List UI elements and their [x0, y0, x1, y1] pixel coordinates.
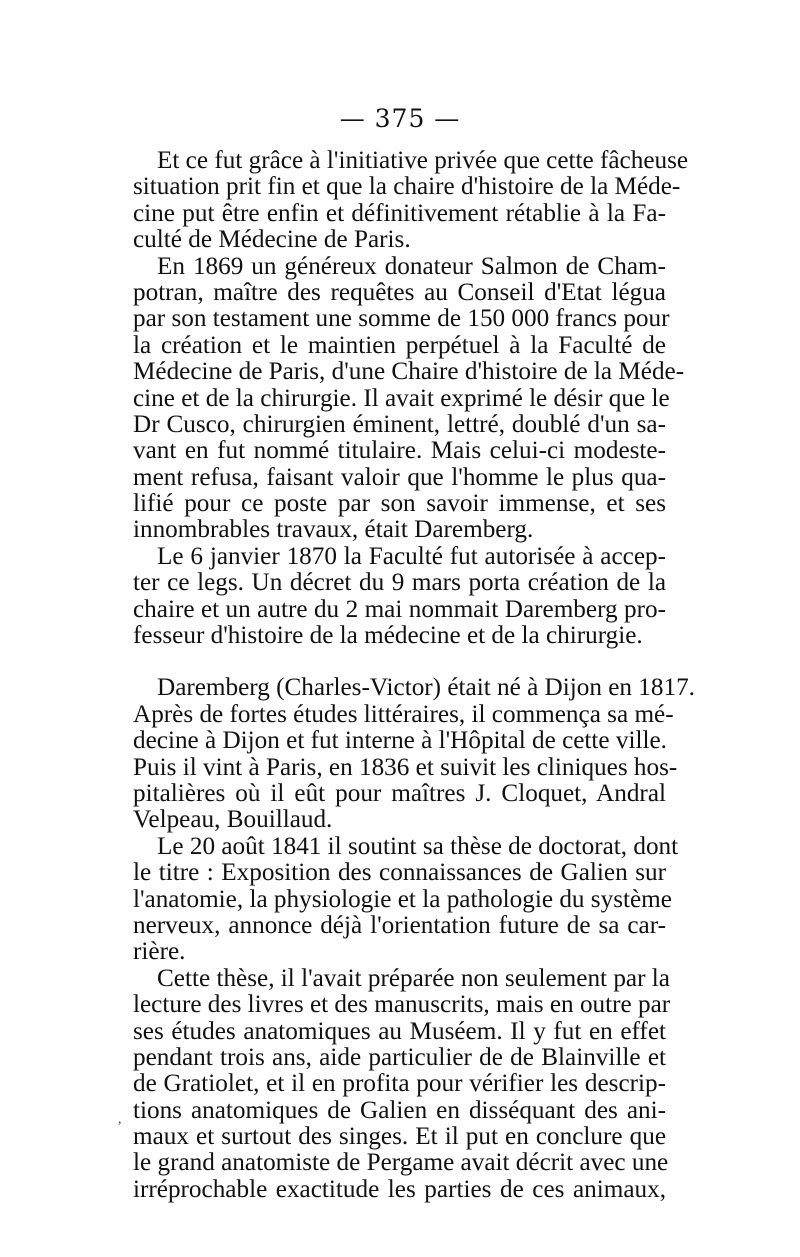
text-line: lecture des livres et des manuscrits, mais en outre par	[133, 991, 671, 1019]
text-line: ter ce legs. Un décret du 9 mars porta création de la	[133, 569, 666, 597]
text-line: innombrables travaux, était Daremberg.	[133, 516, 534, 544]
text-line: chaire et un autre du 2 mai nommait Daremberg pro-	[133, 595, 666, 623]
text-line: Après de fortes études littéraires, il commença sa mé-	[133, 700, 674, 728]
text-line: de Gratiolet, et il en profita pour vérifier les descrip-	[133, 1070, 666, 1098]
text-line: Médecine de Paris, d'une Chaire d'histoire de la Méde-	[133, 358, 685, 386]
text-line: potran, maître des requêtes au Conseil d'Etat légua	[133, 278, 666, 306]
text-line: la création et le maintien perpétuel à la Faculté de	[133, 331, 666, 359]
text-line: culté de Médecine de Paris.	[133, 226, 411, 254]
text-line: Le 6 janvier 1870 la Faculté fut autorisée à accep-	[157, 542, 666, 570]
text-line: l'anatomie, la physiologie et la pathologie du système	[133, 885, 672, 913]
text-line: lifié pour ce poste par son savoir immense, et ses	[133, 490, 666, 518]
text-line: par son testament une somme de 150 000 francs pour	[133, 305, 670, 333]
text-line: cine put être enfin et définitivement rétablie à la Fa-	[133, 199, 666, 227]
paragraph-gap	[133, 649, 666, 675]
text-line: fesseur d'histoire de la médecine et de la chirurgie.	[133, 622, 643, 650]
text-line: nerveux, annonce déjà l'orientation future de sa car-	[133, 911, 666, 939]
text-line: maux et surtout des singes. Et il put en conclure que	[133, 1123, 666, 1151]
margin-mark: ,	[118, 1112, 122, 1127]
text-line: rière.	[133, 938, 186, 966]
text-line: pitalières où il eût pour maîtres J. Cloquet, Andral	[133, 779, 666, 807]
text-line: Dr Cusco, chirurgien éminent, lettré, doublé d'un sa-	[133, 410, 666, 438]
text-line: irréprochable exactitude les parties de ces animaux,	[133, 1175, 666, 1203]
text-line: En 1869 un généreux donateur Salmon de Cham-	[157, 252, 666, 280]
text-line: tions anatomiques de Galien en disséquant des ani-	[133, 1096, 666, 1124]
text-line: le grand anatomiste de Pergame avait décrit avec une	[133, 1149, 669, 1177]
text-line: vant en fut nommé titulaire. Mais celui-ci modeste-	[133, 437, 666, 465]
body-text	[133, 147, 695, 1203]
text-line: Puis il vint à Paris, en 1836 et suivit les cliniques hos-	[133, 753, 678, 781]
text-line: Cette thèse, il l'avait préparée non seulement par la	[157, 964, 670, 992]
text-line: le titre : Exposition des connaissances de Galien sur	[133, 859, 666, 887]
text-line: decine à Dijon et fut interne à l'Hôpital de cette ville.	[133, 727, 667, 755]
text-line: situation prit fin et que la chaire d'histoire de la Méde-	[133, 173, 681, 201]
text-line: Velpeau, Bouillaud.	[133, 806, 333, 834]
text-line: pendant trois ans, aide particulier de de Blainville et	[133, 1043, 666, 1071]
page-number: — 375 —	[339, 104, 461, 133]
text-line: Daremberg (Charles-Victor) était né à Dijon en 1817.	[157, 674, 695, 702]
text-line: ment refusa, faisant valoir que l'homme le plus qua-	[133, 463, 666, 491]
text-line: Et ce fut grâce à l'initiative privée que cette fâcheuse	[157, 147, 689, 174]
text-line: ses études anatomiques au Muséem. Il y fut en effet	[133, 1017, 666, 1045]
text-line: Le 20 août 1841 il soutint sa thèse de doctorat, dont	[157, 832, 679, 860]
text-line: cine et de la chirurgie. Il avait exprimé le désir que le	[133, 384, 670, 412]
